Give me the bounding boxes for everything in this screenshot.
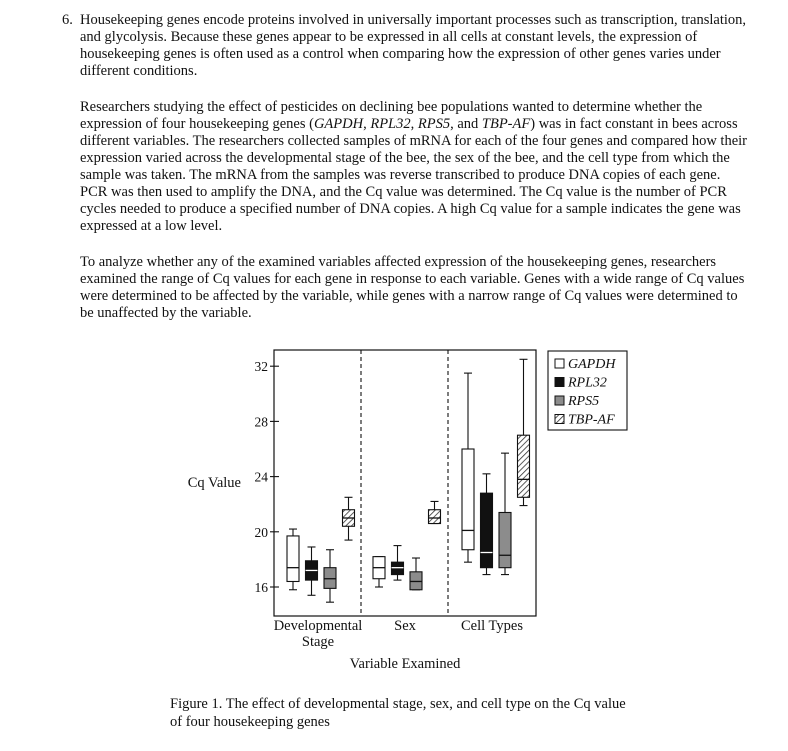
legend-label: RPL32	[568, 375, 607, 391]
gene-name: GAPDH	[313, 116, 364, 132]
box-rps5	[410, 572, 422, 590]
y-tick-label: 24	[254, 469, 268, 485]
y-tick-label: 32	[254, 359, 268, 375]
text-segment: , and	[450, 116, 482, 132]
gene-name: RPS5	[417, 116, 451, 132]
figure-caption: Figure 1. The effect of developmental stage, sex, and cell type on the Cq value of four housekeeping genes	[170, 696, 626, 730]
legend-label: RPS5	[568, 394, 600, 409]
legend-swatch-gapdh	[555, 359, 564, 368]
legend-swatch-rpl32	[555, 378, 564, 387]
gene-name: RPL32	[370, 116, 411, 132]
y-tick-label: 20	[254, 524, 268, 540]
box-tbp-af	[429, 510, 441, 524]
text-segment: ,	[410, 116, 418, 132]
box-rpl32	[481, 493, 493, 568]
x-group-label: Stage	[301, 634, 335, 650]
legend-label: TBP-AF	[568, 412, 615, 428]
gene-name: TBP-AF	[481, 116, 531, 132]
text-segment: ,	[363, 116, 371, 132]
box-gapdh	[462, 449, 474, 550]
box-tbp-af	[518, 435, 530, 497]
text-segment: Researchers studying the effect of pesticides on declining bee populations wanted to determine whether the expression of four housekeeping genes (	[80, 99, 703, 132]
x-axis-label: Variable Examined	[349, 656, 461, 672]
question-number: 6.	[62, 12, 73, 28]
x-group-label: Developmental	[273, 618, 363, 634]
y-tick-label: 16	[254, 580, 268, 595]
x-group-label: Sex	[394, 618, 416, 634]
box-rps5	[324, 568, 336, 589]
legend-label: GAPDH	[568, 357, 616, 372]
text-segment: Housekeeping genes encode proteins involved in universally important processes such as transcription, translation, and glycolysis. Because these genes appear to be expressed in all cells at constant levels, the expression of housekeeping genes is often used as a control when comparing how the expression of other genes varies under different conditions.	[80, 12, 747, 79]
legend-swatch-tbp-af	[555, 415, 564, 424]
box-rps5	[499, 512, 511, 567]
y-tick-label: 28	[254, 414, 268, 430]
legend-swatch-rps5	[555, 396, 564, 405]
text-segment: ) was in fact constant in bees across different variables. The researchers collected samples of mRNA for each of the four genes and compared how their expression varied across the developmental stage of the bee, the sex of the bee, and the cell type from which the sample was taken. The mRNA from the samples was reverse transcribed to produce DNA copies of each gene. PCR was then used to amplify the DNA, and the Cq value was determined. The Cq value is the number of PCR cycles needed to produce a specified number of DNA copies. A high Cq value for a sample indicates the gene was expressed at a low level.	[80, 116, 748, 234]
text-segment: To analyze whether any of the examined variables affected expression of the housekeeping genes, researchers examined the range of Cq values for each gene in response to each variable. Genes with a wide range of Cq values were determined to be affected by the variable, while genes with a narrow range of Cq values were determined to be unaffected by the variable.	[80, 254, 745, 321]
box-rpl32	[392, 562, 404, 574]
y-axis-label: Cq Value	[187, 475, 241, 491]
x-group-label: Cell Types	[461, 618, 523, 634]
box-gapdh	[287, 536, 299, 582]
